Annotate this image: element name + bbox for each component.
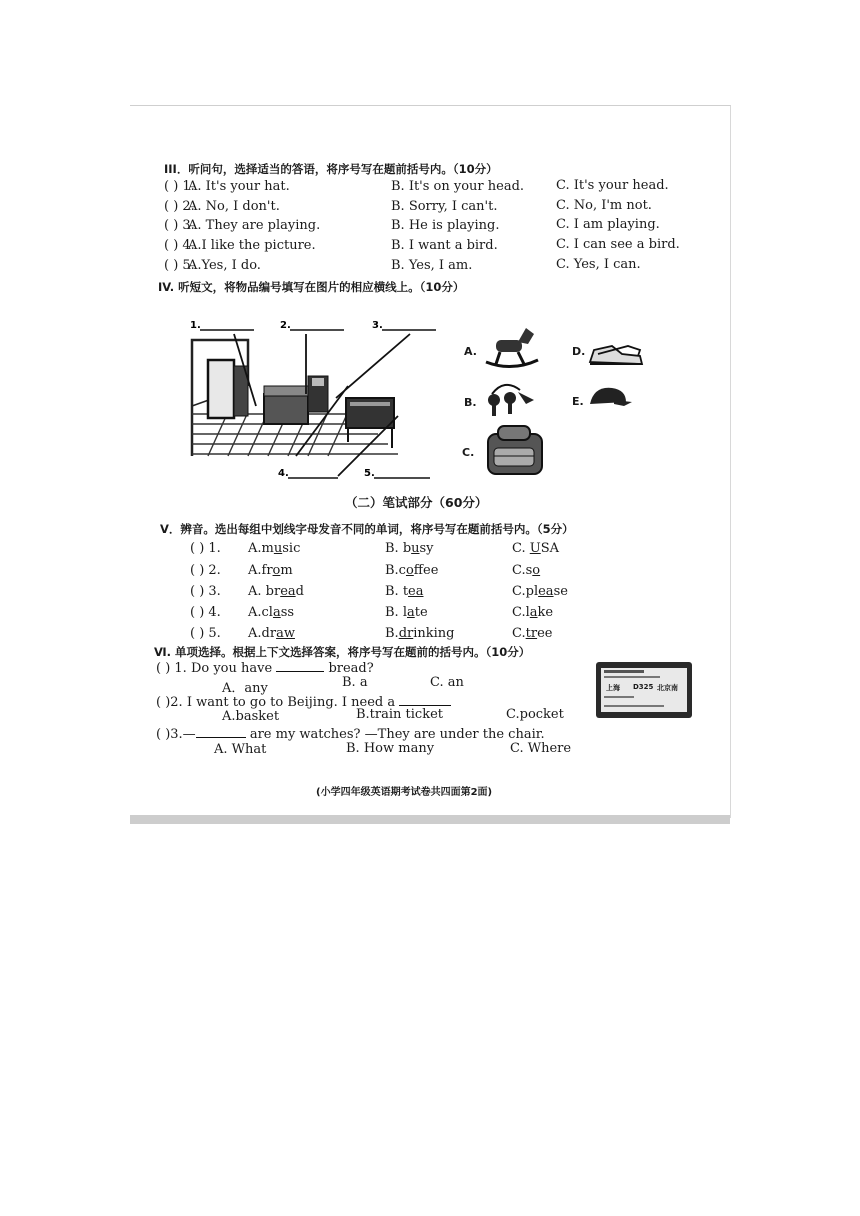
word-part: C. <box>512 626 526 641</box>
word-part: te <box>414 605 428 620</box>
section-3-title: III．听问句，选择适当的答语，将序号写在题前括号内。（10分） <box>164 162 498 176</box>
blank-3-label: 3. <box>372 320 383 331</box>
q6-3-text: are my watches? —They are under the chair. <box>249 727 545 742</box>
q6-3-option-b: B. How many <box>346 741 435 756</box>
q3-4-option-a: A.I like the picture. <box>188 238 316 253</box>
q6-2-option-b: B.train ticket <box>356 707 443 722</box>
q5-3-number: ( ) 3. <box>190 584 221 599</box>
q3-5-option-c: C. Yes, I can. <box>556 257 641 272</box>
underlined-letters: a <box>406 605 415 620</box>
word-part: ke <box>537 605 554 620</box>
q6-3-option-a: A. What <box>214 742 267 757</box>
word-part: B. l <box>385 605 407 620</box>
blank-2-label: 2. <box>280 320 291 331</box>
word-part: C.s <box>512 563 533 578</box>
option-b-label: B. <box>464 396 477 409</box>
underlined-letters: ea <box>538 584 554 599</box>
q5-3-option-b <box>385 584 424 599</box>
word-part: sic <box>282 541 301 556</box>
scan-bottom-edge <box>130 815 730 824</box>
word-part: se <box>553 584 568 599</box>
word-part: C.l <box>512 605 530 620</box>
q5-5-option-c <box>512 626 552 641</box>
underlined-letters: a <box>272 605 281 620</box>
word-part: B. t <box>385 584 409 599</box>
q6-1-text-end: bread? <box>328 661 374 676</box>
underlined-letters: ea <box>280 584 296 599</box>
word-part: m <box>280 563 293 578</box>
q3-2-option-a: A. No, I don't. <box>188 199 280 214</box>
word-part: A.cl <box>248 605 273 620</box>
q6-1 <box>156 659 374 676</box>
q5-4-option-c <box>512 605 553 620</box>
option-c-label: C. <box>462 446 475 459</box>
q5-1-option-b <box>385 541 434 556</box>
underlined-letters: dr <box>398 626 414 641</box>
q5-1-option-a <box>248 541 300 556</box>
q3-1-option-b: B. It's on your head. <box>391 179 525 194</box>
option-d-label: D. <box>572 345 586 358</box>
word-part: ss <box>280 605 295 620</box>
word-part: ffee <box>413 563 439 578</box>
q3-3-number: ( ) 3. <box>164 218 195 233</box>
word-part: A. br <box>248 584 281 599</box>
underlined-letters: ea <box>408 584 424 599</box>
section-4-title: IV. 听短文，将物品编号填写在图片的相应横线上。（10分） <box>158 280 465 294</box>
blank-4-label: 4. <box>278 468 289 479</box>
q5-4-option-a <box>248 605 294 620</box>
underlined-letters: u <box>273 541 283 556</box>
q6-1-text: Do you have <box>190 661 273 676</box>
underlined-letters: U <box>529 541 541 556</box>
exam-page <box>130 105 731 818</box>
q5-2-option-b <box>385 563 438 578</box>
word-part: ee <box>537 626 553 641</box>
word-part: A.m <box>248 541 274 556</box>
q3-1-number: ( ) 1. <box>164 179 195 194</box>
option-a-label: A. <box>464 345 477 358</box>
word-part: A.dr <box>248 626 277 641</box>
blank-5-label: 5. <box>364 468 375 479</box>
q5-5-number: ( ) 5. <box>190 626 221 641</box>
q5-4-number: ( ) 4. <box>190 605 221 620</box>
word-part: C.pl <box>512 584 539 599</box>
keys-icon <box>482 378 538 420</box>
q6-2-option-a: A.basket <box>222 709 280 724</box>
q5-1-number: ( ) 1. <box>190 541 221 556</box>
q5-3-option-c <box>512 584 568 599</box>
underlined-letters: aw <box>276 626 295 641</box>
q5-2-option-a <box>248 563 293 578</box>
q5-3-option-a <box>248 584 304 599</box>
underlined-letters: o <box>532 563 541 578</box>
q3-1-option-c: C. It's your head. <box>556 178 669 193</box>
train-ticket-image <box>596 662 692 718</box>
q6-2-text: I want to go to Beijing. I need a <box>186 695 396 710</box>
q6-3-option-c: C. Where <box>510 741 572 756</box>
q6-3-number: ( )3.— <box>156 727 196 742</box>
word-part: B. b <box>385 541 412 556</box>
underlined-letters: tr <box>525 626 538 641</box>
q6-3 <box>156 725 545 742</box>
section-6-title: Ⅵ. 单项选择。根据上下文选择答案，将序号写在题前的括号内。（10分） <box>154 645 531 659</box>
q3-3-option-c: C. I am playing. <box>556 217 660 232</box>
underlined-letters: o <box>405 563 414 578</box>
q6-1-option-b: B. a <box>342 675 368 690</box>
page-footer: (小学四年级英语期考试卷共四面第2面) <box>316 787 493 798</box>
part-2-title: （二）笔试部分（60分） <box>345 495 488 510</box>
q5-2-number: ( ) 2. <box>190 563 221 578</box>
q5-2-option-c <box>512 563 540 578</box>
ticket-to: 北京南 <box>657 684 678 692</box>
q3-5-option-a: A.Yes, I do. <box>188 258 261 273</box>
ticket-from: 上海 <box>606 684 620 692</box>
q3-5-number: ( ) 5. <box>164 258 195 273</box>
sneakers-icon <box>588 338 644 368</box>
q3-5-option-b: B. Yes, I am. <box>391 258 473 273</box>
blank-1-label: 1. <box>190 320 201 331</box>
room-picture <box>188 316 448 486</box>
q6-2-option-c: C.pocket <box>506 707 564 722</box>
q5-1-option-c <box>512 541 559 556</box>
q3-4-option-b: B. I want a bird. <box>391 238 498 253</box>
q3-2-option-c: C. No, I'm not. <box>556 198 652 213</box>
word-part: A.fr <box>248 563 273 578</box>
cap-icon <box>586 384 632 412</box>
ticket-train: D325 <box>633 683 654 691</box>
q6-1-number: ( ) 1. <box>156 661 187 676</box>
q6-2-number: ( )2. <box>156 695 183 710</box>
answer-blank[interactable] <box>196 725 246 738</box>
q3-4-option-c: C. I can see a bird. <box>556 237 680 252</box>
q3-2-number: ( ) 2. <box>164 199 195 214</box>
word-part: B.c <box>385 563 406 578</box>
answer-blank[interactable] <box>276 659 324 672</box>
q3-4-number: ( ) 4. <box>164 238 195 253</box>
word-part: B. <box>385 626 399 641</box>
word-part: sy <box>419 541 434 556</box>
q3-2-option-b: B. Sorry, I can't. <box>391 199 498 214</box>
underlined-letters: o <box>272 563 281 578</box>
backpack-icon <box>480 422 550 476</box>
q3-1-option-a: A. It's your hat. <box>188 179 290 194</box>
rocking-horse-icon <box>482 324 542 370</box>
word-part: C. <box>512 541 530 556</box>
q5-4-option-b <box>385 605 428 620</box>
word-part: d <box>295 584 304 599</box>
q6-1-option-a: A．any <box>222 681 268 696</box>
q3-3-option-b: B. He is playing. <box>391 218 500 233</box>
q3-3-option-a: A. They are playing. <box>188 218 321 233</box>
underlined-letters: u <box>411 541 420 556</box>
q5-5-option-a <box>248 626 295 641</box>
option-e-label: E. <box>572 395 584 408</box>
underlined-letters: a <box>529 605 538 620</box>
q6-1-option-c: C. an <box>430 675 464 690</box>
q5-5-option-b <box>385 626 455 641</box>
answer-blank[interactable] <box>399 693 451 706</box>
word-part: SA <box>540 541 560 556</box>
word-part: inking <box>413 626 455 641</box>
section-5-title: V．辨音。选出每组中划线字母发音不同的单词，将序号写在题前括号内。（5分） <box>160 522 574 536</box>
